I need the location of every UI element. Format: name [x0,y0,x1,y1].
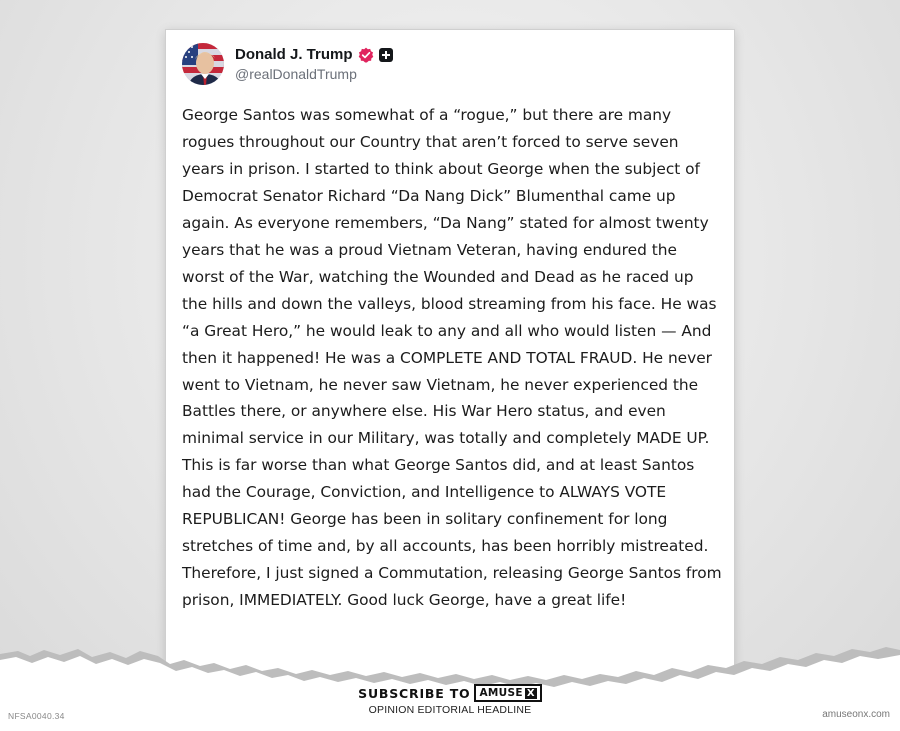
post-card [166,30,734,690]
avatar[interactable] [182,43,224,85]
user-handle[interactable]: @realDonaldTrump [235,66,357,82]
avatar-icon [182,43,224,85]
post-header [182,42,393,86]
subscribe-banner[interactable] [0,684,900,702]
author-names [235,46,393,82]
brand-mark: X [526,687,535,699]
name-row [235,46,393,63]
footer-code: NFSA0040.34 [8,711,65,721]
brand-name: AMUSE [479,687,523,699]
footer-tagline: OPINION EDITORIAL HEADLINE [368,704,532,716]
verified-badge-icon [358,47,374,63]
subscribe-label: SUBSCRIBE TO [358,685,471,701]
brand-logo[interactable] [474,684,541,702]
footer-site-link[interactable]: amuseonx.com [822,709,890,720]
plus-icon[interactable] [379,48,393,62]
display-name[interactable]: Donald J. Trump [235,46,353,63]
post-text: George Santos was somewhat of a “rogue,” but there are many rogues throughout our Country that aren’t forced to serve seven years in prison. I started to think about George when the subject of Democrat Senator Richard “Da Nang Dick” Blumenthal came up again. As everyone remembers, “Da Nang” stated for almost twenty years that he was a proud Vietnam Veteran, having endured the worst of the War, watching the Wounded and Dead as he raced up the hills and down the valleys, blood streaming from his face. He was “a Great Hero,” he would leak to any and all who would listen — And then it happened! He was a COMPLETE AND TOTAL FRAUD. He never went to Vietnam, he never saw Vietnam, he never experienced the Battles there, or anywhere else. His War Hero status, and even minimal service in our Military, was totally and completely MADE UP. This is far worse than what George Santos did, and at least Santos had the Courage, Conviction, and Intelligence to ALWAYS VOTE REPUBLICAN! George has been in solitary confinement for long stretches of time and, by all accounts, has been horribly mistreated. Therefore, I just signed a Commutation, releasing George Santos from prison, IMMEDIATELY. Good luck George, have a great life! [182,106,722,610]
